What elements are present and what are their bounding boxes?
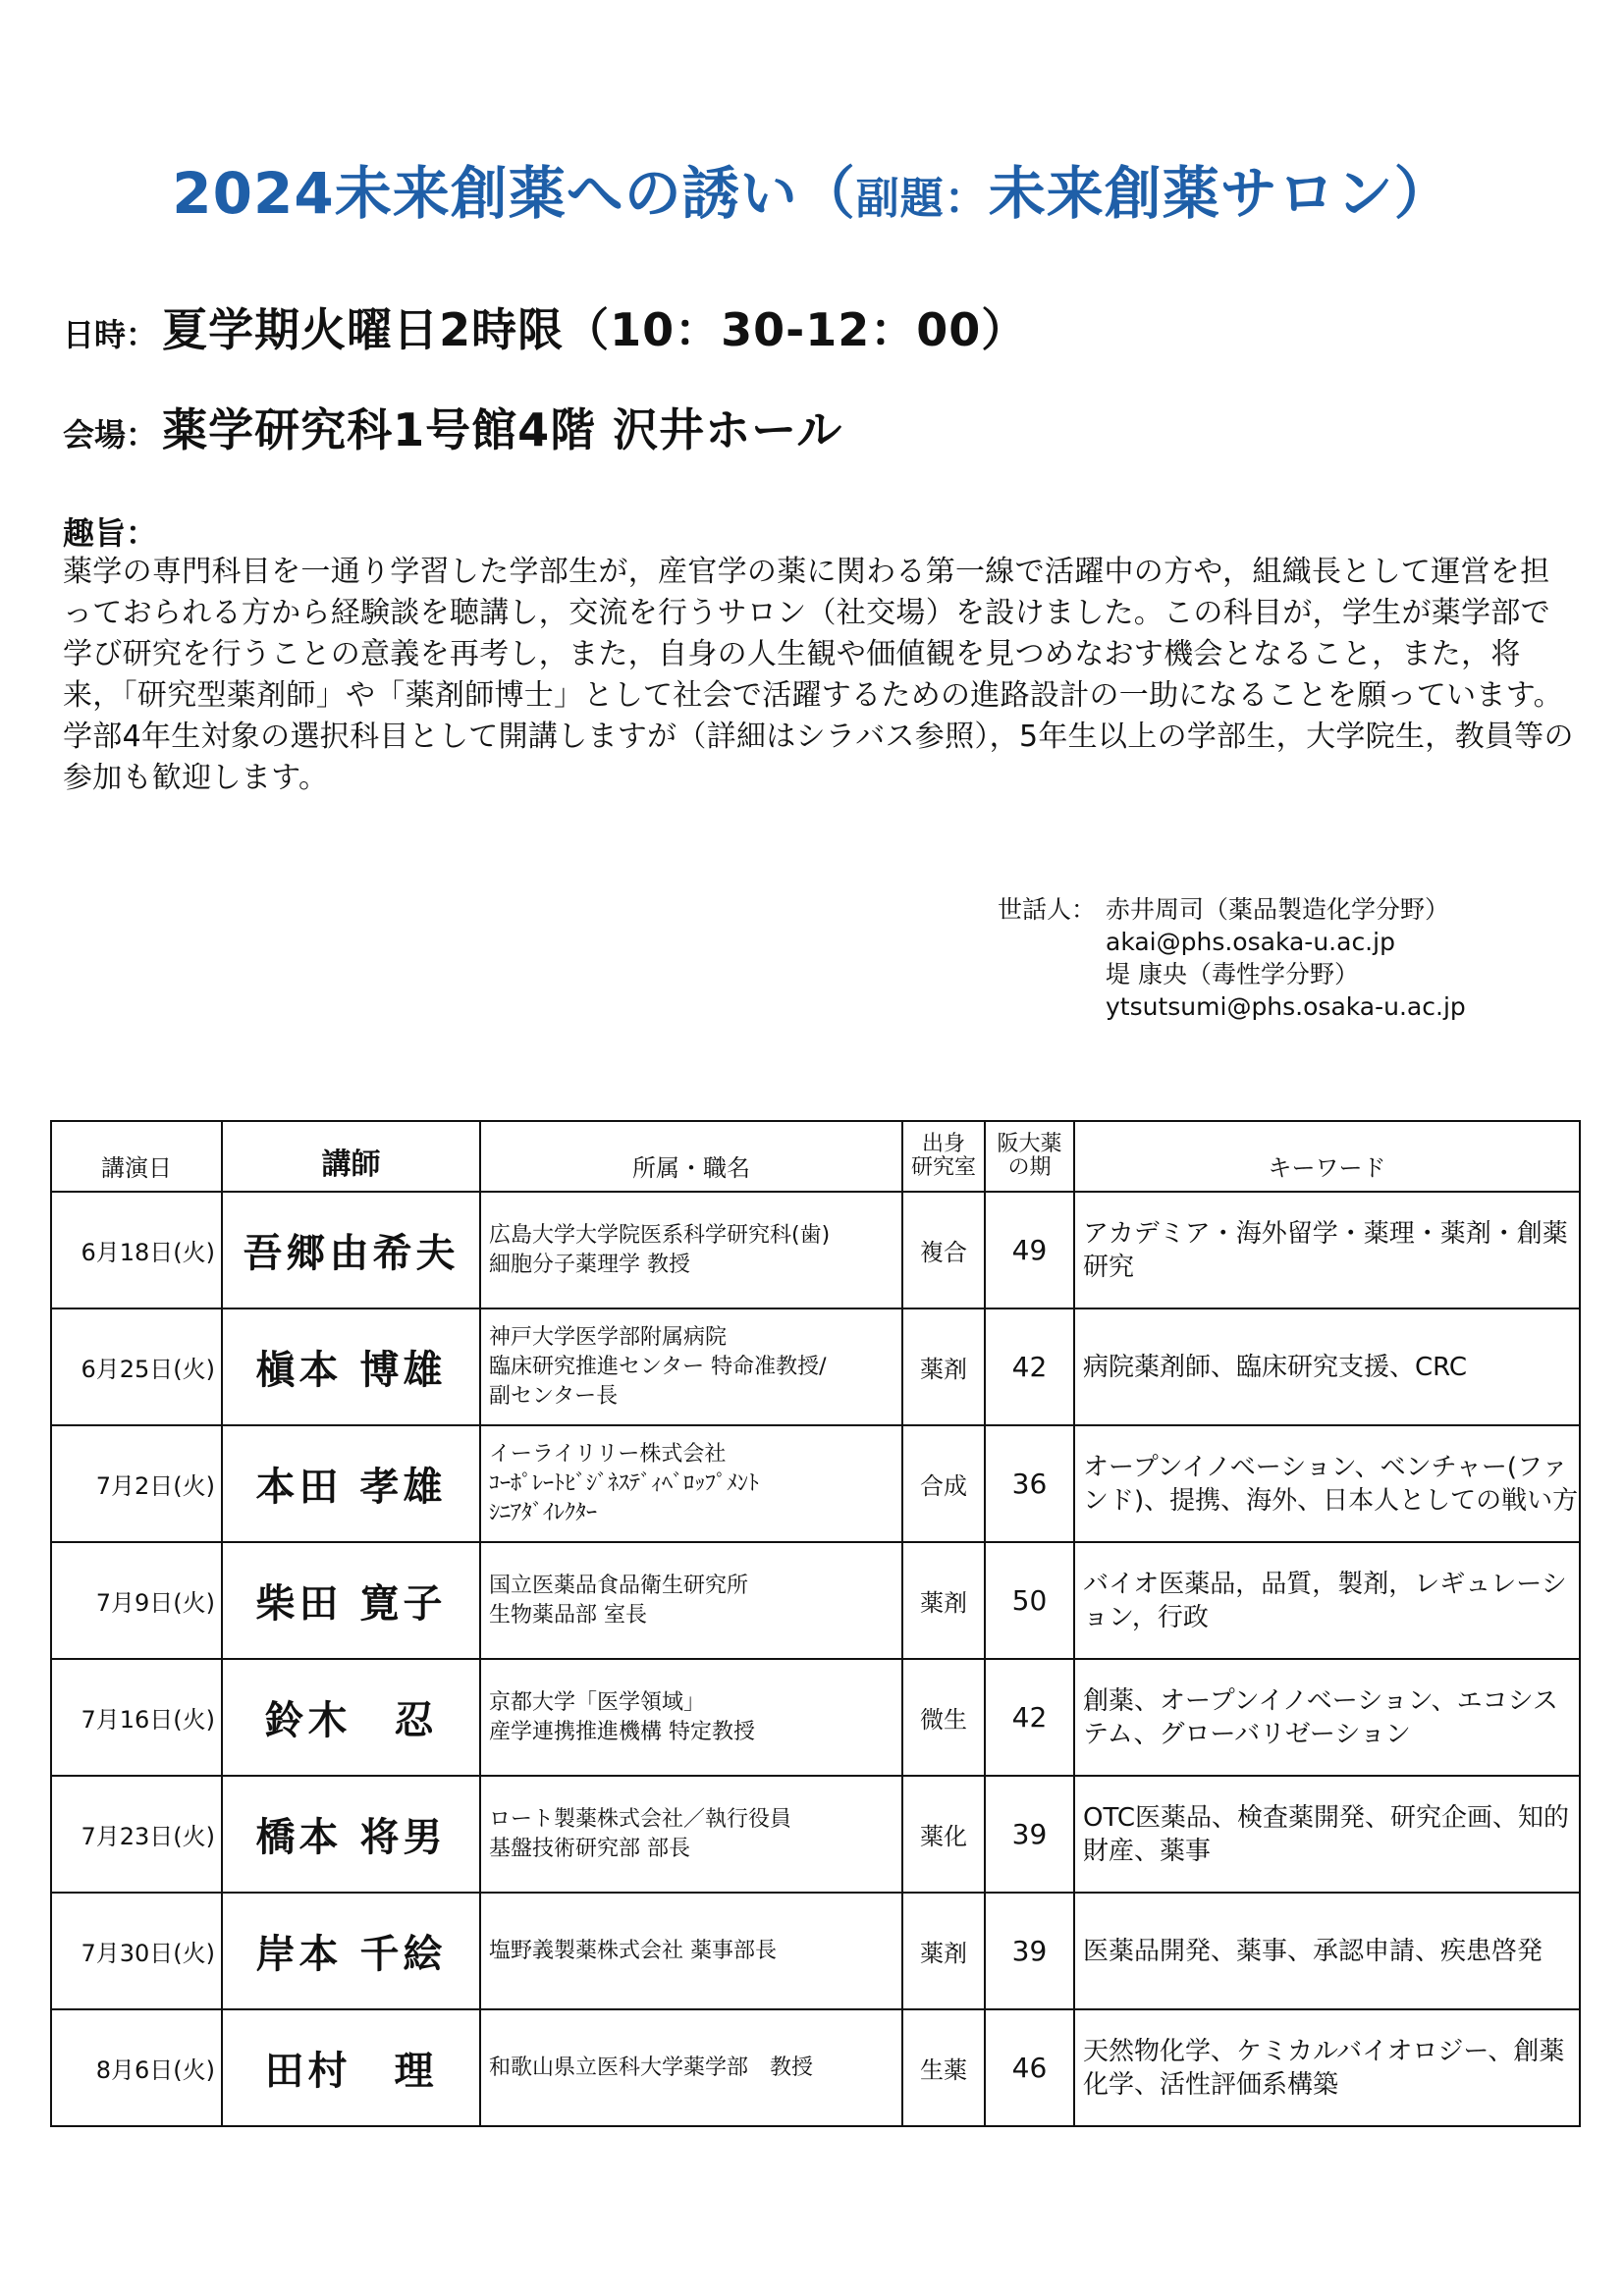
cell-lecturer: 田村 理 <box>222 2009 480 2126</box>
title-main-2: 未来創薬サロン） <box>988 160 1452 227</box>
purpose-heading: 趣旨： <box>63 514 158 552</box>
aff-line: 生物薬品部 室長 <box>489 1602 647 1628</box>
header-date: 講演日 <box>51 1121 222 1192</box>
cell-affiliation <box>480 1192 902 1308</box>
cell-lab: 薬剤 <box>902 1893 985 2009</box>
table-row <box>51 1542 1580 1659</box>
cell-lecturer: 岸本 千絵 <box>222 1893 480 2009</box>
table-row <box>51 2009 1580 2126</box>
cell-lecturer: 柴田 寛子 <box>222 1542 480 1659</box>
cell-period: 50 <box>985 1542 1074 1659</box>
aff-line: 臨床研究推進センター 特命准教授/ <box>489 1354 827 1379</box>
header-period-line-1: 阪大薬 <box>997 1132 1062 1156</box>
venue-label: 会場： <box>63 416 158 454</box>
cell-lab: 薬剤 <box>902 1308 985 1425</box>
header-period <box>985 1121 1074 1192</box>
cell-lab: 微生 <box>902 1659 985 1776</box>
datetime-row <box>63 294 1027 359</box>
cell-keywords: アカデミア・海外留学・薬理・薬剤・創薬研究 <box>1074 1192 1580 1308</box>
table-row <box>51 1776 1580 1893</box>
header-lab-line-1: 出身 <box>921 1132 965 1156</box>
cell-date: 7月9日(火) <box>51 1542 222 1659</box>
title-subtitle-label: 副題： <box>855 174 989 224</box>
cell-lab: 複合 <box>902 1192 985 1308</box>
cell-keywords: 医薬品開発、薬事、承認申請、疾患啓発 <box>1074 1893 1580 2009</box>
table-row <box>51 1425 1580 1542</box>
cell-keywords: OTC医薬品、検査薬開発、研究企画、知的財産、薬事 <box>1074 1776 1580 1893</box>
cell-date: 7月30日(火) <box>51 1893 222 2009</box>
cell-date: 7月16日(火) <box>51 1659 222 1776</box>
cell-lecturer: 本田 孝雄 <box>222 1425 480 1542</box>
aff-line: 京都大学「医学領域」 <box>489 1689 706 1715</box>
cell-lab: 合成 <box>902 1425 985 1542</box>
cell-period: 36 <box>985 1425 1074 1542</box>
cell-lab: 生薬 <box>902 2009 985 2126</box>
cell-affiliation <box>480 1776 902 1893</box>
header-affiliation: 所属・職名 <box>480 1121 902 1192</box>
table-header-row <box>51 1121 1580 1192</box>
datetime-value: 夏学期火曜日2時限（10：30-12：00） <box>162 303 1028 356</box>
cell-keywords: 天然物化学、ケミカルバイオロジー、創薬化学、活性評価系構築 <box>1074 2009 1580 2126</box>
header-lab-line-2: 研究室 <box>910 1155 976 1180</box>
purpose-body <box>63 552 1575 799</box>
title-main: 2024未来創薬への誘い（ <box>172 160 856 227</box>
aff-line: 基盤技術研究部 部長 <box>489 1836 690 1861</box>
cell-lab: 薬化 <box>902 1776 985 1893</box>
cell-affiliation <box>480 1542 902 1659</box>
aff-line: 神戸大学医学部附属病院 <box>489 1324 728 1350</box>
aff-line: 和歌山県立医科大学薬学部 教授 <box>489 2055 814 2080</box>
organizer-2-name: 堤 康央（毒性学分野） <box>1106 960 1359 988</box>
cell-lab: 薬剤 <box>902 1542 985 1659</box>
aff-line: 塩野義製薬株式会社 薬事部長 <box>489 1938 777 1963</box>
aff-line: ｼﾆｱﾀﾞｲﾚｸﾀｰ <box>489 1500 598 1525</box>
organizer-1-email[interactable]: akai@phs.osaka-u.ac.jp <box>1106 928 1395 956</box>
cell-date: 7月2日(火) <box>51 1425 222 1542</box>
table-row <box>51 1192 1580 1308</box>
purpose-paragraph-1: 薬学の専門科目を一通り学習した学部生が，産官学の薬に関わる第一線で活躍中の方や，組織長として運営を担っておられる方から経験談を聴講し，交流を行うサロン（社交場）を設けました。この科目が，学生が薬学部で学び研究を行うことの意義を再考し，また，自身の人生観や価値観を見つめなおす機会となること，また，将来，「研究型薬剤師」や「薬剤師博士」として社会で活躍するための進路設計の一助になることを願っています。 <box>63 555 1563 713</box>
cell-affiliation <box>480 2009 902 2126</box>
page-title <box>0 147 1624 230</box>
organizer-2-email[interactable]: ytsutsumi@phs.osaka-u.ac.jp <box>1106 992 1466 1021</box>
cell-affiliation <box>480 1308 902 1425</box>
cell-period: 46 <box>985 2009 1074 2126</box>
schedule-table <box>50 1120 1581 2127</box>
cell-period: 39 <box>985 1776 1074 1893</box>
cell-date: 6月18日(火) <box>51 1192 222 1308</box>
cell-lecturer: 鈴木 忍 <box>222 1659 480 1776</box>
header-period-line-2: の期 <box>1007 1155 1052 1180</box>
cell-affiliation <box>480 1659 902 1776</box>
cell-keywords: バイオ医薬品，品質，製剤，レギュレーション，行政 <box>1074 1542 1580 1659</box>
cell-period: 42 <box>985 1659 1074 1776</box>
aff-line: ｺｰﾎﾟﾚｰﾄﾋﾞｼﾞﾈｽﾃﾞｨﾍﾞﾛｯﾌﾟﾒﾝﾄ <box>489 1470 760 1496</box>
cell-affiliation <box>480 1425 902 1542</box>
cell-period: 39 <box>985 1893 1074 2009</box>
organizers <box>998 893 1466 1023</box>
cell-keywords: オープンイノベーション、ベンチャー(ファンド)、提携、海外、日本人としての戦い方 <box>1074 1425 1580 1542</box>
cell-lecturer: 吾郷由希夫 <box>222 1192 480 1308</box>
cell-date: 7月23日(火) <box>51 1776 222 1893</box>
aff-line: イーライリリー株式会社 <box>489 1441 727 1467</box>
aff-line: 細胞分子薬理学 教授 <box>489 1252 690 1277</box>
cell-keywords: 創薬、オープンイノベーション、エコシステム、グローバリゼーション <box>1074 1659 1580 1776</box>
cell-period: 42 <box>985 1308 1074 1425</box>
table-row <box>51 1893 1580 2009</box>
aff-line: 副センター長 <box>489 1383 619 1409</box>
cell-date: 6月25日(火) <box>51 1308 222 1425</box>
header-lab <box>902 1121 985 1192</box>
organizer-1-name: 赤井周司（薬品製造化学分野） <box>1106 895 1450 924</box>
aff-line: 産学連携推進機構 特定教授 <box>489 1719 755 1744</box>
cell-date: 8月6日(火) <box>51 2009 222 2126</box>
table-row <box>51 1659 1580 1776</box>
aff-line: 広島大学大学院医系科学研究科(歯) <box>489 1222 831 1248</box>
header-lecturer: 講師 <box>222 1121 480 1192</box>
organizers-label: 世話人： <box>998 895 1097 924</box>
aff-line: 国立医薬品食品衛生研究所 <box>489 1573 749 1598</box>
cell-period: 49 <box>985 1192 1074 1308</box>
cell-lecturer: 槇本 博雄 <box>222 1308 480 1425</box>
header-keywords: キーワード <box>1074 1121 1580 1192</box>
aff-line: ロート製薬株式会社／執行役員 <box>489 1806 792 1832</box>
venue-row <box>63 395 842 459</box>
cell-keywords: 病院薬剤師、臨床研究支援、CRC <box>1074 1308 1580 1425</box>
venue-value: 薬学研究科1号館4階 沢井ホール <box>162 403 843 456</box>
datetime-label: 日時： <box>63 316 158 353</box>
cell-affiliation <box>480 1893 902 2009</box>
cell-lecturer: 橋本 将男 <box>222 1776 480 1893</box>
purpose-paragraph-2: 学部4年生対象の選択科目として開講しますが（詳細はシラバス参照），5年生以上の学部生，大学院生，教員等の参加も歓迎します。 <box>63 720 1574 795</box>
table-row <box>51 1308 1580 1425</box>
